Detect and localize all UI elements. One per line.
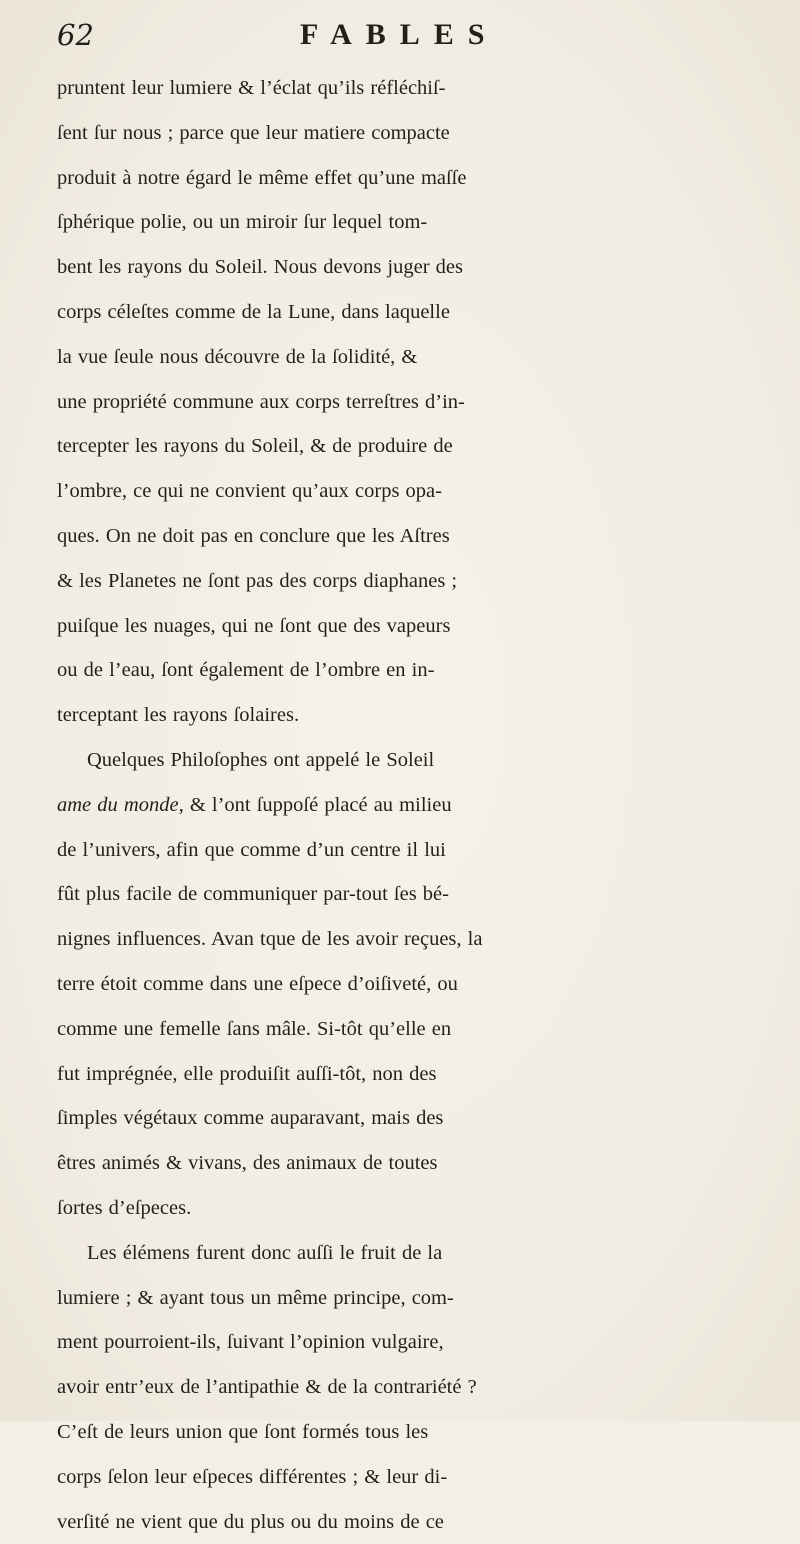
running-title: FABLES [300,18,498,52]
text-line: & les Planetes ne ſont pas des corps diaphanes ; [57,559,797,604]
paragraph-start-line: Les élémens furent donc auſſi le fruit de la [57,1231,797,1276]
text-line: ſphérique polie, ou un miroir ſur lequel tom- [57,200,797,245]
text-line: corps céleſtes comme de la Lune, dans laquelle [57,290,797,335]
text-line: corps ſelon leur eſpeces différentes ; & leur di- [57,1455,797,1500]
text-line: une propriété commune aux corps terreſtres d’in- [57,380,797,425]
text-line: l’ombre, ce qui ne convient qu’aux corps opa- [57,469,797,514]
text-line: pruntent leur lumiere & l’éclat qu’ils réfléchiſ- [57,66,797,111]
running-head [0,18,800,58]
text-line: ſortes d’eſpeces. [57,1186,797,1231]
text-line: ſimples végétaux comme auparavant, mais des [57,1096,797,1141]
text-line: ame du monde, & l’ont ſuppoſé placé au milieu [57,783,797,828]
page-number: 62 [57,18,94,52]
text-line: ment pourroient-ils, ſuivant l’opinion vulgaire, [57,1320,797,1365]
text-line: de l’univers, afin que comme d’un centre il lui [57,828,797,873]
text-line: nignes influences. Avan tque de les avoir reçues, la [57,917,797,962]
text-line: fut imprégnée, elle produiſit auſſi-tôt, non des [57,1052,797,1097]
text-line: produit à notre égard le même effet qu’une maſſe [57,156,797,201]
paragraph-start-line: Quelques Philoſophes ont appelé le Soleil [57,738,797,783]
text-line: fût plus facile de communiquer par-tout ſes bé- [57,872,797,917]
text-line: ques. On ne doit pas en conclure que les Aſtres [57,514,797,559]
text-line: C’eſt de leurs union que ſont formés tous les [57,1410,797,1455]
text-line: êtres animés & vivans, des animaux de toutes [57,1141,797,1186]
text-line: comme une femelle ſans mâle. Si-tôt qu’elle en [57,1007,797,1052]
text-line: bent les rayons du Soleil. Nous devons juger des [57,245,797,290]
text-line: la vue ſeule nous découvre de la ſolidité, & [57,335,797,380]
text-line: ſent ſur nous ; parce que leur matiere compacte [57,111,797,156]
text-line: terre étoit comme dans une eſpece d’oiſiveté, ou [57,962,797,1007]
text-line: puiſque les nuages, qui ne ſont que des vapeurs [57,604,797,649]
text-line: terceptant les rayons ſolaires. [57,693,797,738]
text-line: tercepter les rayons du Soleil, & de produire de [57,424,797,469]
text-line: ou de l’eau, ſont également de l’ombre en in- [57,648,797,693]
text-line: avoir entr’eux de l’antipathie & de la contrariété ? [57,1365,797,1410]
italic-phrase: ame du monde [57,794,179,816]
text-line: lumiere ; & ayant tous un même principe, com- [57,1276,797,1321]
body-text [57,66,797,1544]
text-line: verſité ne vient que du plus ou du moins de ce [57,1500,797,1544]
